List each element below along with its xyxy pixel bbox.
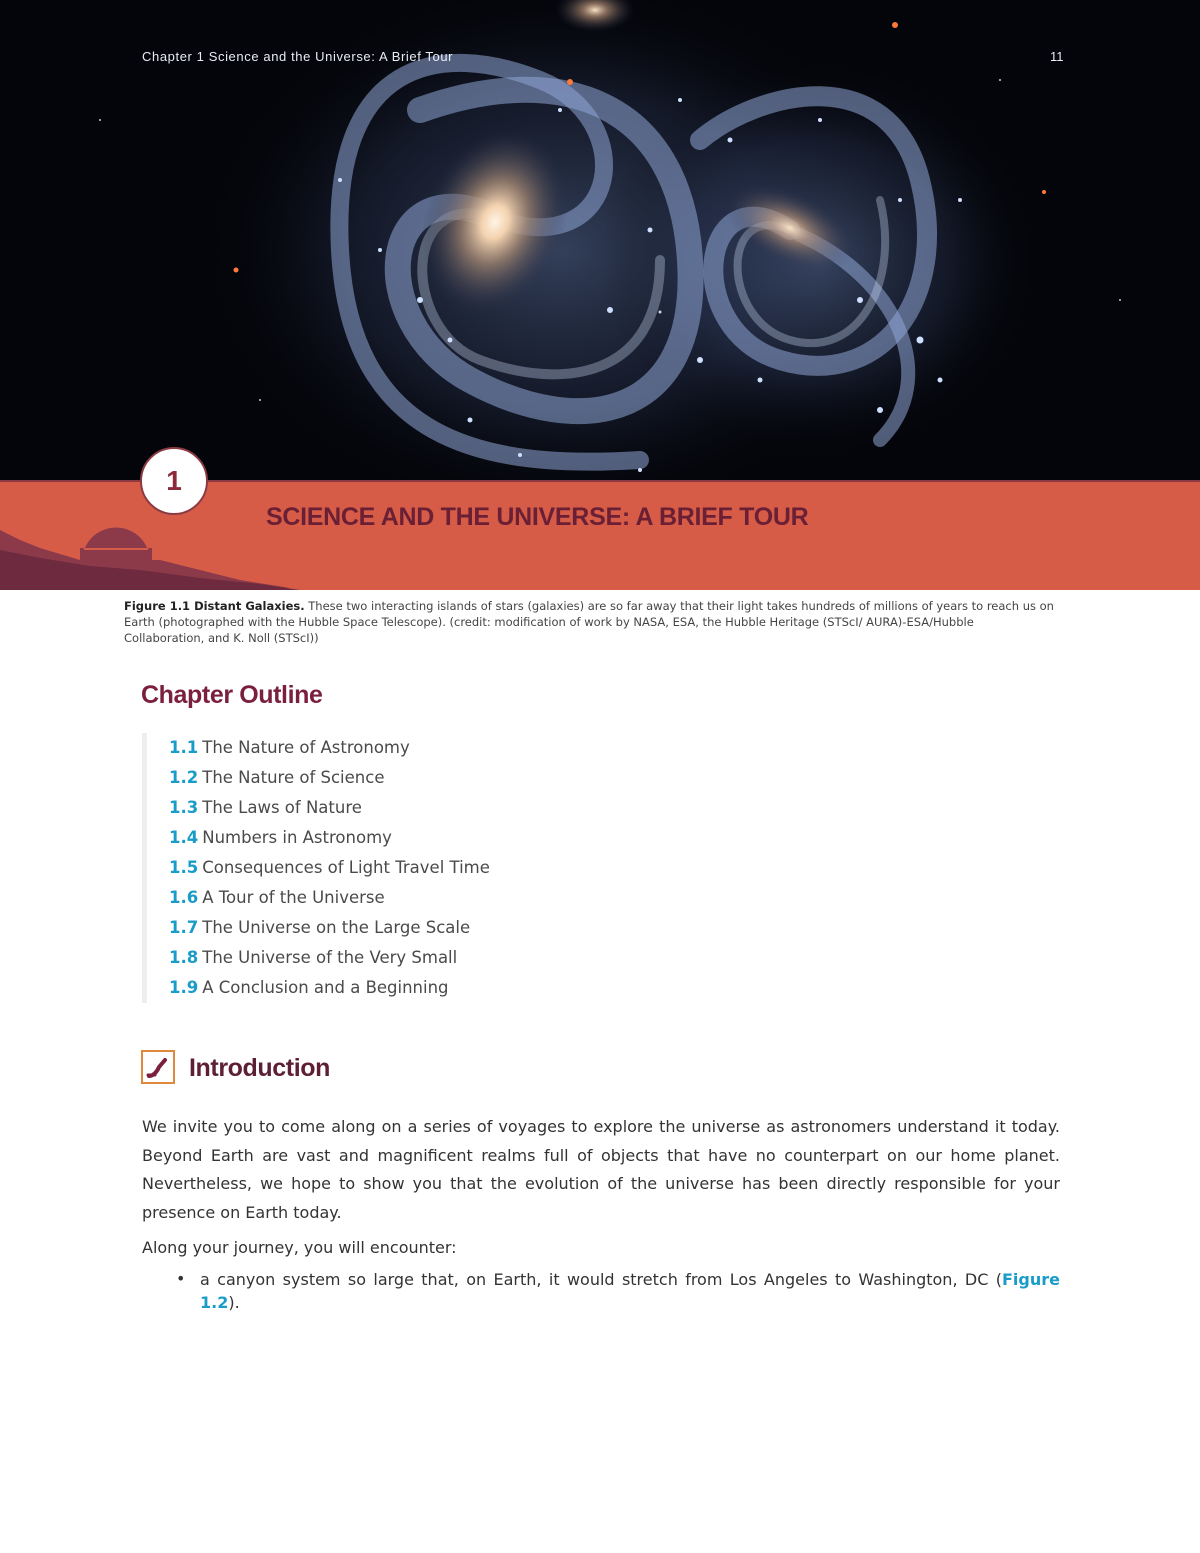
outline-item[interactable] (169, 763, 490, 793)
outline-item-number: 1.9 (169, 978, 199, 997)
outline-item-number: 1.5 (169, 858, 199, 877)
outline-item-number: 1.2 (169, 768, 199, 787)
bullet-item (200, 1268, 1060, 1314)
outline-item-title: Consequences of Light Travel Time (202, 858, 490, 877)
chapter-outline-heading: Chapter Outline (141, 681, 323, 709)
outline-item[interactable] (169, 883, 490, 913)
bullet-end: ). (228, 1293, 240, 1312)
figure-caption-text: These two interacting islands of stars (galaxies) are so far away that their light takes hundreds of millions of years to reach us on Earth (photographed with the Hubble Space Telescope). (credit: modification of work by NASA, ESA, the Hubble Heritage (STScI/ AURA)-ESA/Hubble Collaboration, and K. Noll (STScI)) (124, 599, 1054, 645)
intro-paragraph-2: Along your journey, you will encounter: (142, 1238, 457, 1257)
outline-item-title: The Nature of Astronomy (202, 738, 410, 757)
outline-item[interactable] (169, 943, 490, 973)
page-number: 11 (1050, 49, 1064, 64)
chapter-number: 1 (140, 447, 208, 515)
outline-item-title: The Universe of the Very Small (202, 948, 458, 967)
outline-item-number: 1.8 (169, 948, 199, 967)
outline-item-title: The Laws of Nature (202, 798, 362, 817)
introduction-heading: Introduction (189, 1054, 331, 1082)
outline-item[interactable] (169, 853, 490, 883)
galaxy-photo (0, 0, 1200, 482)
outline-item-number: 1.1 (169, 738, 199, 757)
intro-paragraph-1: We invite you to come along on a series of voyages to explore the universe as astronomers understand it today. Beyond Earth are vast and magnificent realms full of objects that have no counterpart on our home planet. Nevertheless, we hope to show you that the evolution of the universe has been directly responsible for your presence on Earth today. (142, 1117, 1060, 1222)
outline-item-number: 1.3 (169, 798, 199, 817)
outline-item[interactable] (169, 733, 490, 763)
chapter-outline-list (142, 733, 490, 1003)
bullet-marker: • (176, 1269, 186, 1288)
outline-item-number: 1.6 (169, 888, 199, 907)
outline-item[interactable] (169, 913, 490, 943)
outline-item[interactable] (169, 793, 490, 823)
figure-1-2-link[interactable]: Figure 1.2 (200, 1270, 1060, 1312)
galaxy-image (0, 0, 1200, 482)
outline-item-title: A Tour of the Universe (202, 888, 385, 907)
chapter-title: SCIENCE AND THE UNIVERSE: A BRIEF TOUR (266, 503, 809, 531)
observatory-illustration-icon (0, 510, 300, 590)
outline-item-title: The Universe on the Large Scale (202, 918, 471, 937)
running-head: Chapter 1 Science and the Universe: A Brief Tour (142, 49, 454, 64)
figure-caption (124, 598, 1054, 646)
outline-item[interactable] (169, 973, 490, 1003)
outline-item-title: Numbers in Astronomy (202, 828, 392, 847)
figure-label: Figure 1.1 Distant Galaxies. (124, 599, 305, 613)
outline-item-title: The Nature of Science (202, 768, 385, 787)
bullet-text: a canyon system so large that, on Earth, it would stretch from Los Angeles to Washington, DC ( (200, 1270, 1002, 1289)
outline-item-number: 1.7 (169, 918, 199, 937)
outline-item-title: A Conclusion and a Beginning (202, 978, 449, 997)
outline-item-number: 1.4 (169, 828, 199, 847)
outline-item[interactable] (169, 823, 490, 853)
introduction-icon (141, 1050, 175, 1084)
